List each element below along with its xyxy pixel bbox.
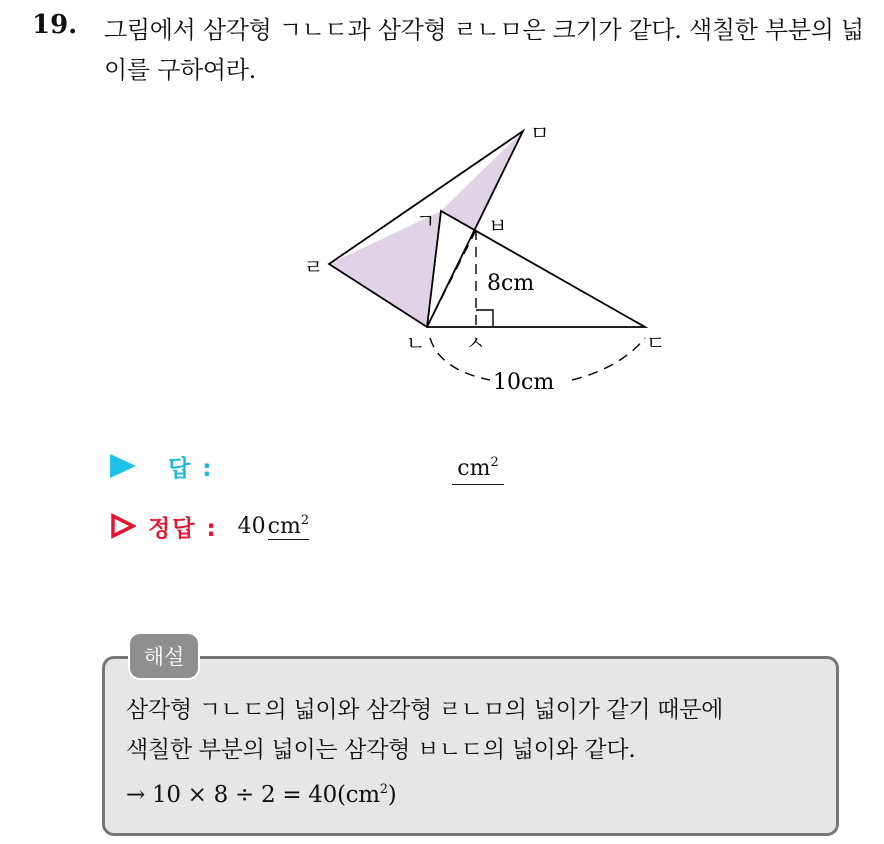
explanation-line-3: → $10 \times 8 \div 2 = 40(cm^2)$ xyxy=(126,782,397,808)
label-m: ㅁ xyxy=(530,121,550,145)
play-triangle-icon xyxy=(110,454,136,478)
label-s: ㅅ xyxy=(466,331,486,355)
base-label: 10cm xyxy=(493,370,555,395)
answer-unit-power: 2 xyxy=(490,455,499,470)
correct-answer-unit: $cm^2$ xyxy=(267,512,310,539)
outline-triangle-icon xyxy=(110,513,136,539)
answer-row xyxy=(110,446,213,486)
right-angle-mark xyxy=(476,310,493,327)
label-r: ㄹ xyxy=(304,255,324,279)
answer-unit: cm xyxy=(457,456,491,481)
label-d: ㄷ xyxy=(646,331,666,355)
explanation-line-2: 색칠한 부분의 넓이는 삼각형 ㅂㄴㄷ의 넓이와 같다. xyxy=(126,737,636,763)
correct-answer-value: 40 xyxy=(237,513,266,539)
explanation-text xyxy=(126,690,826,815)
answer-blank[interactable] xyxy=(452,448,504,485)
question-number: 19. xyxy=(32,10,78,40)
answer-label: 답 : xyxy=(168,455,214,482)
question-text: 그림에서 삼각형 ㄱㄴㄷ과 삼각형 ㄹㄴㅁ은 크기가 같다. 색칠한 부분의 넓이를 구하여라. xyxy=(104,16,864,84)
label-n: ㄴ xyxy=(406,331,426,355)
height-label: 8cm xyxy=(487,271,535,296)
correct-answer-label: 정답 : xyxy=(148,515,218,542)
explanation-tab: 해설 xyxy=(130,634,198,678)
label-g: ㄱ xyxy=(416,209,436,233)
triangle-gnd xyxy=(427,211,645,327)
label-b: ㅂ xyxy=(488,214,508,238)
explanation-line-1: 삼각형 ㄱㄴㄷ의 넓이와 삼각형 ㄹㄴㅁ의 넓이가 같기 때문에 xyxy=(126,697,724,723)
correct-answer-row xyxy=(110,506,309,546)
